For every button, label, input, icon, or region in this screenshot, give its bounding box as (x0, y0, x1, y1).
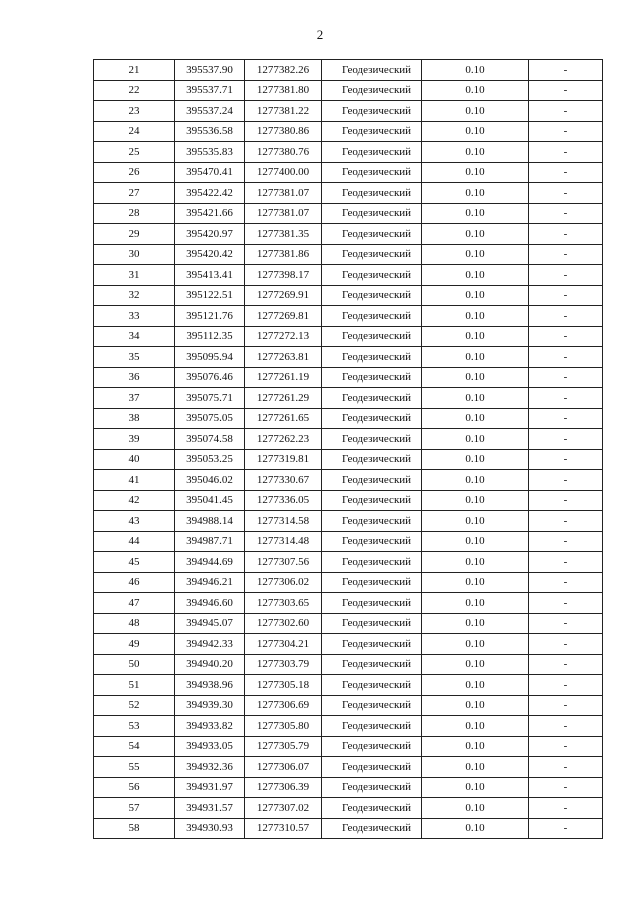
x-coordinate-cell: 394930.93 (175, 818, 245, 839)
point-number-cell: 36 (94, 367, 175, 388)
table-row (94, 675, 603, 696)
accuracy-cell: 0.10 (422, 552, 529, 573)
point-number-cell: 43 (94, 511, 175, 532)
y-coordinate-cell: 1277261.65 (245, 408, 322, 429)
x-coordinate-cell: 395074.58 (175, 429, 245, 450)
table-row (94, 449, 603, 470)
point-number-cell: 33 (94, 306, 175, 327)
y-coordinate-cell: 1277302.60 (245, 613, 322, 634)
point-number-cell: 34 (94, 326, 175, 347)
table-row (94, 121, 603, 142)
x-coordinate-cell: 394946.21 (175, 572, 245, 593)
x-coordinate-cell: 395076.46 (175, 367, 245, 388)
method-cell: Геодезический (322, 101, 422, 122)
x-coordinate-cell: 395112.35 (175, 326, 245, 347)
y-coordinate-cell: 1277261.19 (245, 367, 322, 388)
page-number: 2 (316, 27, 324, 42)
point-number-cell: 28 (94, 203, 175, 224)
x-coordinate-cell: 395420.42 (175, 244, 245, 265)
note-cell: - (529, 552, 603, 573)
y-coordinate-cell: 1277306.02 (245, 572, 322, 593)
method-cell: Геодезический (322, 121, 422, 142)
coordinates-table-body (94, 60, 603, 839)
accuracy-cell: 0.10 (422, 777, 529, 798)
note-cell: - (529, 265, 603, 286)
note-cell: - (529, 60, 603, 81)
table-row (94, 654, 603, 675)
table-row (94, 183, 603, 204)
method-cell: Геодезический (322, 183, 422, 204)
point-number-cell: 52 (94, 695, 175, 716)
point-number-cell: 38 (94, 408, 175, 429)
method-cell: Геодезический (322, 654, 422, 675)
note-cell: - (529, 121, 603, 142)
method-cell: Геодезический (322, 326, 422, 347)
accuracy-cell: 0.10 (422, 511, 529, 532)
note-cell: - (529, 326, 603, 347)
note-cell: - (529, 736, 603, 757)
note-cell: - (529, 367, 603, 388)
x-coordinate-cell: 395095.94 (175, 347, 245, 368)
point-number-cell: 30 (94, 244, 175, 265)
point-number-cell: 50 (94, 654, 175, 675)
y-coordinate-cell: 1277269.81 (245, 306, 322, 327)
note-cell: - (529, 613, 603, 634)
method-cell: Геодезический (322, 388, 422, 409)
accuracy-cell: 0.10 (422, 347, 529, 368)
note-cell: - (529, 593, 603, 614)
note-cell: - (529, 285, 603, 306)
table-row (94, 429, 603, 450)
note-cell: - (529, 347, 603, 368)
note-cell: - (529, 183, 603, 204)
x-coordinate-cell: 395121.76 (175, 306, 245, 327)
note-cell: - (529, 429, 603, 450)
y-coordinate-cell: 1277303.65 (245, 593, 322, 614)
y-coordinate-cell: 1277305.80 (245, 716, 322, 737)
note-cell: - (529, 162, 603, 183)
accuracy-cell: 0.10 (422, 80, 529, 101)
y-coordinate-cell: 1277381.07 (245, 183, 322, 204)
table-row (94, 531, 603, 552)
y-coordinate-cell: 1277381.86 (245, 244, 322, 265)
note-cell: - (529, 716, 603, 737)
table-row (94, 470, 603, 491)
x-coordinate-cell: 395122.51 (175, 285, 245, 306)
table-row (94, 306, 603, 327)
accuracy-cell: 0.10 (422, 634, 529, 655)
y-coordinate-cell: 1277303.79 (245, 654, 322, 675)
note-cell: - (529, 203, 603, 224)
x-coordinate-cell: 394933.82 (175, 716, 245, 737)
table-row (94, 162, 603, 183)
point-number-cell: 27 (94, 183, 175, 204)
note-cell: - (529, 818, 603, 839)
accuracy-cell: 0.10 (422, 101, 529, 122)
method-cell: Геодезический (322, 285, 422, 306)
point-number-cell: 21 (94, 60, 175, 81)
table-row (94, 572, 603, 593)
note-cell: - (529, 224, 603, 245)
table-row (94, 818, 603, 839)
table-row (94, 777, 603, 798)
x-coordinate-cell: 394988.14 (175, 511, 245, 532)
table-row (94, 265, 603, 286)
x-coordinate-cell: 395075.71 (175, 388, 245, 409)
note-cell: - (529, 798, 603, 819)
x-coordinate-cell: 395470.41 (175, 162, 245, 183)
accuracy-cell: 0.10 (422, 695, 529, 716)
x-coordinate-cell: 395536.58 (175, 121, 245, 142)
y-coordinate-cell: 1277381.35 (245, 224, 322, 245)
y-coordinate-cell: 1277306.39 (245, 777, 322, 798)
table-row (94, 552, 603, 573)
y-coordinate-cell: 1277305.18 (245, 675, 322, 696)
accuracy-cell: 0.10 (422, 408, 529, 429)
accuracy-cell: 0.10 (422, 306, 529, 327)
y-coordinate-cell: 1277314.48 (245, 531, 322, 552)
point-number-cell: 44 (94, 531, 175, 552)
point-number-cell: 56 (94, 777, 175, 798)
accuracy-cell: 0.10 (422, 162, 529, 183)
x-coordinate-cell: 395537.90 (175, 60, 245, 81)
table-row (94, 224, 603, 245)
point-number-cell: 45 (94, 552, 175, 573)
table-row (94, 203, 603, 224)
x-coordinate-cell: 394933.05 (175, 736, 245, 757)
note-cell: - (529, 695, 603, 716)
accuracy-cell: 0.10 (422, 203, 529, 224)
y-coordinate-cell: 1277319.81 (245, 449, 322, 470)
accuracy-cell: 0.10 (422, 326, 529, 347)
method-cell: Геодезический (322, 716, 422, 737)
point-number-cell: 40 (94, 449, 175, 470)
table-row (94, 326, 603, 347)
method-cell: Геодезический (322, 470, 422, 491)
method-cell: Геодезический (322, 777, 422, 798)
coordinates-table (93, 59, 603, 839)
table-row (94, 511, 603, 532)
y-coordinate-cell: 1277400.00 (245, 162, 322, 183)
point-number-cell: 51 (94, 675, 175, 696)
note-cell: - (529, 306, 603, 327)
table-row (94, 408, 603, 429)
point-number-cell: 32 (94, 285, 175, 306)
method-cell: Геодезический (322, 695, 422, 716)
accuracy-cell: 0.10 (422, 798, 529, 819)
method-cell: Геодезический (322, 572, 422, 593)
table-row (94, 798, 603, 819)
method-cell: Геодезический (322, 142, 422, 163)
point-number-cell: 31 (94, 265, 175, 286)
x-coordinate-cell: 394987.71 (175, 531, 245, 552)
accuracy-cell: 0.10 (422, 60, 529, 81)
point-number-cell: 53 (94, 716, 175, 737)
point-number-cell: 37 (94, 388, 175, 409)
accuracy-cell: 0.10 (422, 490, 529, 511)
accuracy-cell: 0.10 (422, 736, 529, 757)
table-row (94, 388, 603, 409)
table-row (94, 367, 603, 388)
x-coordinate-cell: 395535.83 (175, 142, 245, 163)
y-coordinate-cell: 1277380.86 (245, 121, 322, 142)
x-coordinate-cell: 394931.97 (175, 777, 245, 798)
note-cell: - (529, 572, 603, 593)
method-cell: Геодезический (322, 80, 422, 101)
note-cell: - (529, 511, 603, 532)
method-cell: Геодезический (322, 613, 422, 634)
accuracy-cell: 0.10 (422, 142, 529, 163)
y-coordinate-cell: 1277262.23 (245, 429, 322, 450)
method-cell: Геодезический (322, 203, 422, 224)
accuracy-cell: 0.10 (422, 531, 529, 552)
method-cell: Геодезический (322, 429, 422, 450)
note-cell: - (529, 408, 603, 429)
x-coordinate-cell: 394944.69 (175, 552, 245, 573)
y-coordinate-cell: 1277381.80 (245, 80, 322, 101)
method-cell: Геодезический (322, 244, 422, 265)
method-cell: Геодезический (322, 818, 422, 839)
table-row (94, 634, 603, 655)
accuracy-cell: 0.10 (422, 224, 529, 245)
table-row (94, 695, 603, 716)
point-number-cell: 57 (94, 798, 175, 819)
note-cell: - (529, 634, 603, 655)
x-coordinate-cell: 395053.25 (175, 449, 245, 470)
y-coordinate-cell: 1277304.21 (245, 634, 322, 655)
point-number-cell: 48 (94, 613, 175, 634)
note-cell: - (529, 388, 603, 409)
note-cell: - (529, 675, 603, 696)
point-number-cell: 26 (94, 162, 175, 183)
x-coordinate-cell: 394945.07 (175, 613, 245, 634)
accuracy-cell: 0.10 (422, 449, 529, 470)
x-coordinate-cell: 394946.60 (175, 593, 245, 614)
accuracy-cell: 0.10 (422, 572, 529, 593)
accuracy-cell: 0.10 (422, 183, 529, 204)
method-cell: Геодезический (322, 224, 422, 245)
method-cell: Геодезический (322, 552, 422, 573)
point-number-cell: 55 (94, 757, 175, 778)
x-coordinate-cell: 394939.30 (175, 695, 245, 716)
y-coordinate-cell: 1277307.02 (245, 798, 322, 819)
accuracy-cell: 0.10 (422, 654, 529, 675)
accuracy-cell: 0.10 (422, 757, 529, 778)
table-row (94, 490, 603, 511)
note-cell: - (529, 757, 603, 778)
x-coordinate-cell: 394938.96 (175, 675, 245, 696)
x-coordinate-cell: 395420.97 (175, 224, 245, 245)
x-coordinate-cell: 394940.20 (175, 654, 245, 675)
x-coordinate-cell: 395422.42 (175, 183, 245, 204)
y-coordinate-cell: 1277380.76 (245, 142, 322, 163)
note-cell: - (529, 531, 603, 552)
method-cell: Геодезический (322, 757, 422, 778)
point-number-cell: 58 (94, 818, 175, 839)
method-cell: Геодезический (322, 265, 422, 286)
point-number-cell: 24 (94, 121, 175, 142)
accuracy-cell: 0.10 (422, 613, 529, 634)
point-number-cell: 47 (94, 593, 175, 614)
point-number-cell: 22 (94, 80, 175, 101)
y-coordinate-cell: 1277398.17 (245, 265, 322, 286)
table-row (94, 142, 603, 163)
method-cell: Геодезический (322, 675, 422, 696)
method-cell: Геодезический (322, 531, 422, 552)
accuracy-cell: 0.10 (422, 429, 529, 450)
accuracy-cell: 0.10 (422, 675, 529, 696)
x-coordinate-cell: 394942.33 (175, 634, 245, 655)
method-cell: Геодезический (322, 347, 422, 368)
y-coordinate-cell: 1277306.69 (245, 695, 322, 716)
point-number-cell: 29 (94, 224, 175, 245)
x-coordinate-cell: 395041.45 (175, 490, 245, 511)
x-coordinate-cell: 394931.57 (175, 798, 245, 819)
accuracy-cell: 0.10 (422, 244, 529, 265)
accuracy-cell: 0.10 (422, 470, 529, 491)
y-coordinate-cell: 1277336.05 (245, 490, 322, 511)
method-cell: Геодезический (322, 60, 422, 81)
table-row (94, 60, 603, 81)
accuracy-cell: 0.10 (422, 593, 529, 614)
y-coordinate-cell: 1277261.29 (245, 388, 322, 409)
point-number-cell: 42 (94, 490, 175, 511)
note-cell: - (529, 80, 603, 101)
y-coordinate-cell: 1277305.79 (245, 736, 322, 757)
accuracy-cell: 0.10 (422, 388, 529, 409)
point-number-cell: 25 (94, 142, 175, 163)
method-cell: Геодезический (322, 408, 422, 429)
note-cell: - (529, 490, 603, 511)
point-number-cell: 23 (94, 101, 175, 122)
table-row (94, 757, 603, 778)
method-cell: Геодезический (322, 736, 422, 757)
accuracy-cell: 0.10 (422, 367, 529, 388)
y-coordinate-cell: 1277381.22 (245, 101, 322, 122)
y-coordinate-cell: 1277269.91 (245, 285, 322, 306)
table-row (94, 613, 603, 634)
accuracy-cell: 0.10 (422, 121, 529, 142)
table-row (94, 347, 603, 368)
table-row (94, 101, 603, 122)
note-cell: - (529, 449, 603, 470)
table-row (94, 716, 603, 737)
method-cell: Геодезический (322, 593, 422, 614)
note-cell: - (529, 654, 603, 675)
method-cell: Геодезический (322, 306, 422, 327)
x-coordinate-cell: 395537.24 (175, 101, 245, 122)
method-cell: Геодезический (322, 162, 422, 183)
y-coordinate-cell: 1277381.07 (245, 203, 322, 224)
accuracy-cell: 0.10 (422, 716, 529, 737)
y-coordinate-cell: 1277314.58 (245, 511, 322, 532)
y-coordinate-cell: 1277263.81 (245, 347, 322, 368)
note-cell: - (529, 101, 603, 122)
point-number-cell: 46 (94, 572, 175, 593)
point-number-cell: 35 (94, 347, 175, 368)
point-number-cell: 39 (94, 429, 175, 450)
y-coordinate-cell: 1277330.67 (245, 470, 322, 491)
y-coordinate-cell: 1277307.56 (245, 552, 322, 573)
x-coordinate-cell: 395413.41 (175, 265, 245, 286)
method-cell: Геодезический (322, 634, 422, 655)
accuracy-cell: 0.10 (422, 265, 529, 286)
note-cell: - (529, 777, 603, 798)
point-number-cell: 41 (94, 470, 175, 491)
x-coordinate-cell: 395075.05 (175, 408, 245, 429)
method-cell: Геодезический (322, 798, 422, 819)
table-row (94, 593, 603, 614)
table-row (94, 736, 603, 757)
x-coordinate-cell: 395537.71 (175, 80, 245, 101)
x-coordinate-cell: 395421.66 (175, 203, 245, 224)
point-number-cell: 49 (94, 634, 175, 655)
point-number-cell: 54 (94, 736, 175, 757)
method-cell: Геодезический (322, 367, 422, 388)
method-cell: Геодезический (322, 449, 422, 470)
method-cell: Геодезический (322, 490, 422, 511)
note-cell: - (529, 470, 603, 491)
table-row (94, 244, 603, 265)
y-coordinate-cell: 1277382.26 (245, 60, 322, 81)
table-row (94, 285, 603, 306)
method-cell: Геодезический (322, 511, 422, 532)
y-coordinate-cell: 1277310.57 (245, 818, 322, 839)
accuracy-cell: 0.10 (422, 285, 529, 306)
y-coordinate-cell: 1277272.13 (245, 326, 322, 347)
x-coordinate-cell: 395046.02 (175, 470, 245, 491)
y-coordinate-cell: 1277306.07 (245, 757, 322, 778)
note-cell: - (529, 244, 603, 265)
accuracy-cell: 0.10 (422, 818, 529, 839)
x-coordinate-cell: 394932.36 (175, 757, 245, 778)
table-row (94, 80, 603, 101)
note-cell: - (529, 142, 603, 163)
